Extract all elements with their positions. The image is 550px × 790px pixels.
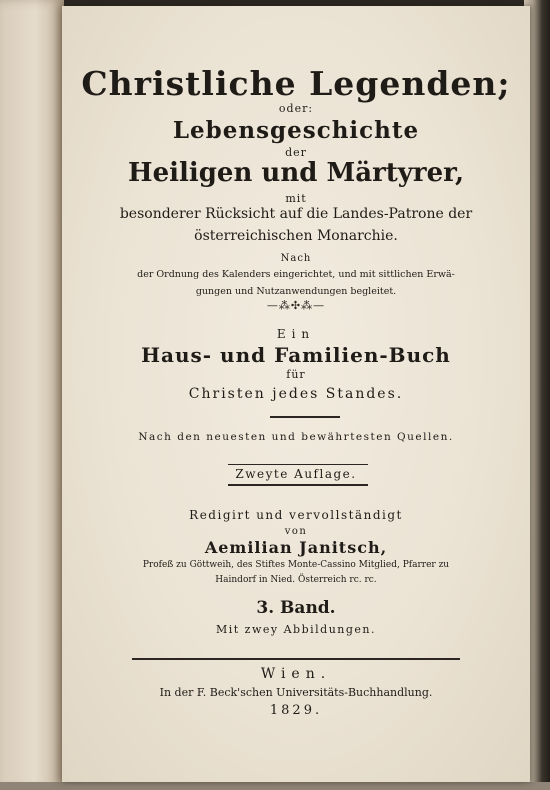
title-page [62,6,530,782]
page-bottom-edge [0,782,550,790]
publisher-text: In der F. Beck'schen Universitäts-Buchhandlung. [159,686,433,699]
author-desc-1: Profeß zu Göttweih, des Stiftes Monte-Cassino Mitglied, Pfarrer zu [142,560,450,570]
edition-rule-top [228,464,368,465]
audience-text: Christen jedes Standes. [188,386,404,402]
edition-rule-bottom [228,484,368,486]
edited-text: Redigirt und vervollständigt [189,508,403,522]
author-desc-2: Haindorf in Nied. Österreich rc. rc. [215,575,377,585]
der-text: der [285,146,307,159]
order-line-2: gungen und Nutzanwendungen begleitet. [195,286,397,297]
book-type-title: Haus- und Familien-Buch [141,343,451,367]
year-text: 1829. [269,703,323,718]
nach-text: Nach [280,253,312,264]
special-line-1: besonderer Rücksicht auf die Landes-Patrone der [119,206,473,222]
order-line-1: der Ordnung des Kalenders eingerichtet, und mit sittlichen Erwä- [137,269,455,280]
subtitle-lebensgeschichte: Lebensgeschichte [172,117,420,144]
von-text: von [284,526,308,537]
mit-text: mit [285,192,307,205]
title-page-content [62,6,530,782]
edition-text: Zweyte Auflage. [235,467,357,481]
illustrations-text: Mit zwey Abbildungen. [215,623,377,636]
ein-text: Ein [276,327,316,341]
author-name: Aemilian Janitsch, [204,538,388,557]
ornament-divider: —⁂✣⁂— [266,299,326,312]
short-rule [270,416,340,418]
city-text: Wien. [260,666,332,682]
subtitle-heiligen: Heiligen und Märtyrer, [128,158,464,188]
special-line-2: österreichischen Monarchie. [194,228,398,244]
long-rule [132,658,460,660]
oder-text: oder: [278,102,314,115]
volume-text: 3. Band. [256,598,336,618]
sources-text: Nach den neuesten und bewährtesten Quellen. [138,431,454,443]
fuer-text: für [286,368,306,381]
facing-page-edge [0,0,64,790]
main-title: Christliche Legenden; [81,64,511,103]
